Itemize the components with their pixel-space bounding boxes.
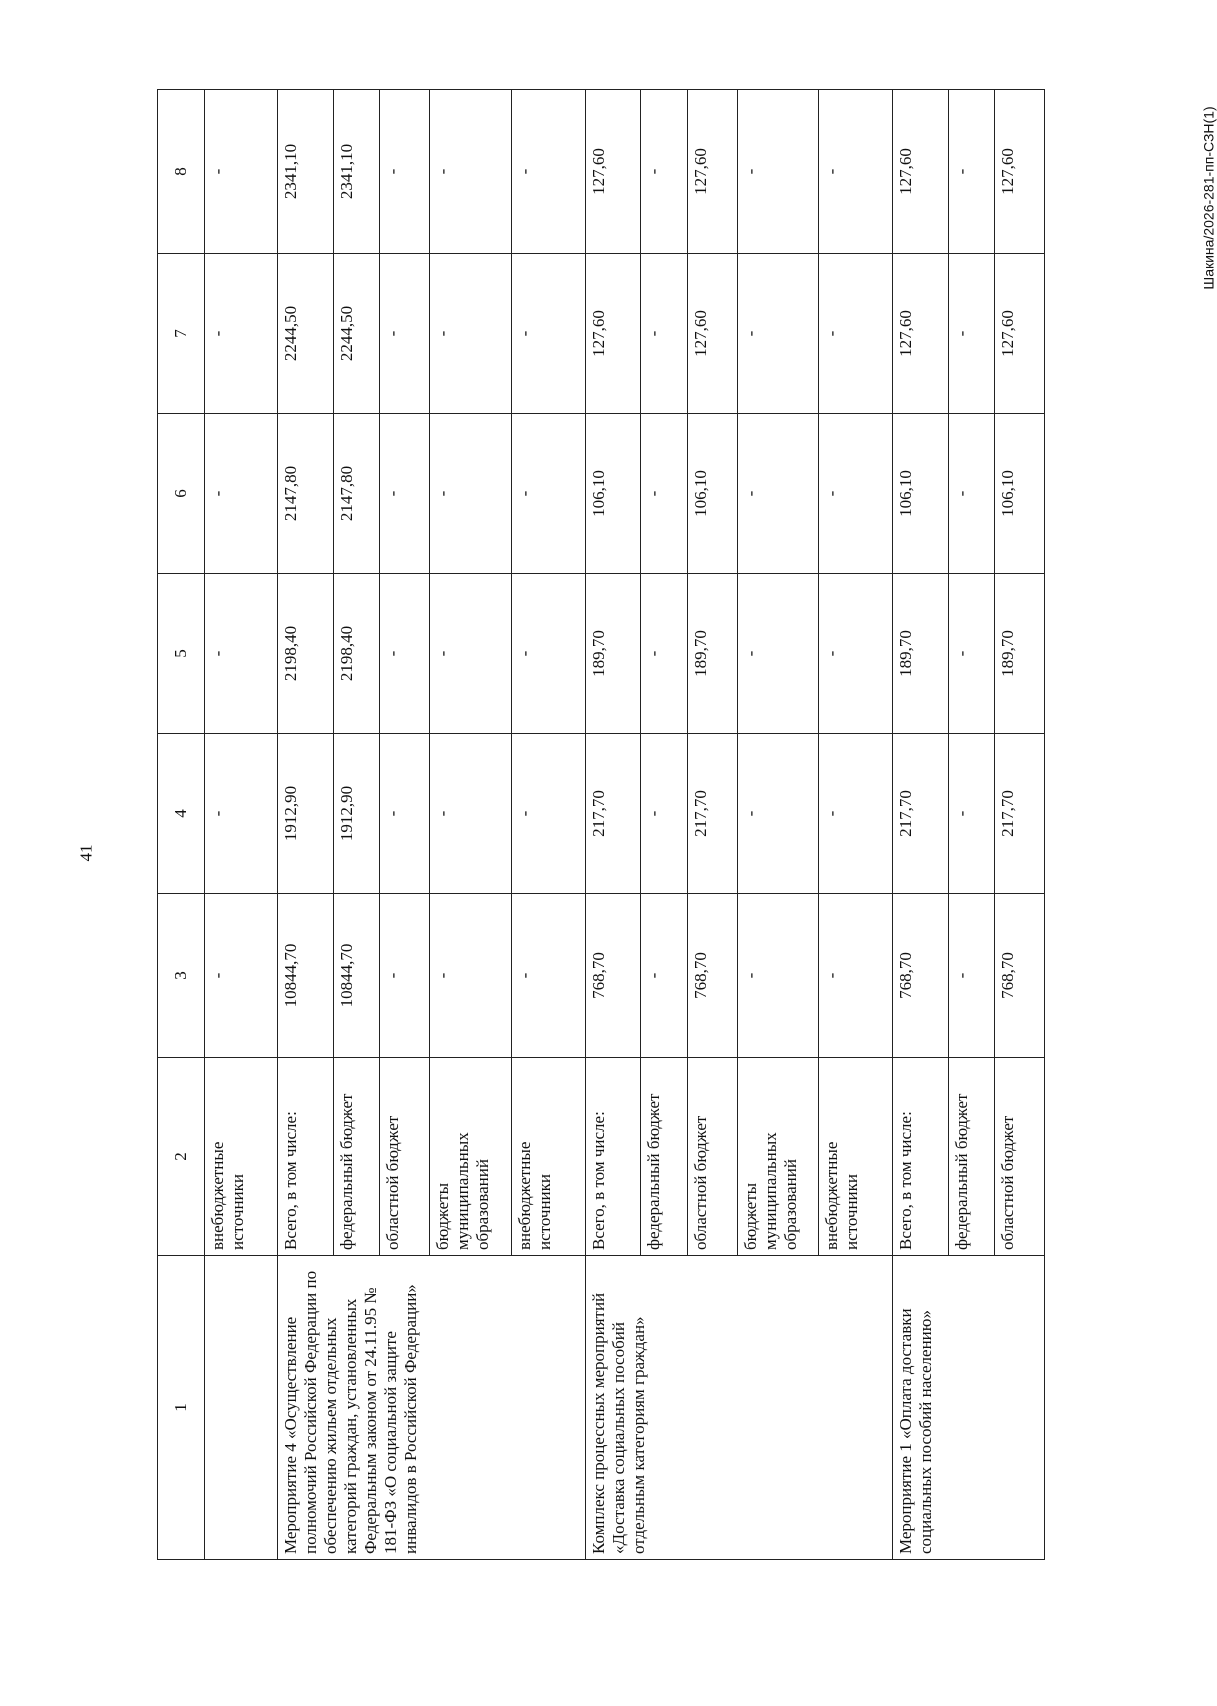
value-cell: 189,70 bbox=[892, 574, 948, 734]
value-cell: 2341,10 bbox=[333, 90, 380, 254]
column-header: 5 bbox=[158, 574, 205, 734]
value-cell: 127,60 bbox=[892, 90, 948, 254]
value-cell: 106,10 bbox=[892, 414, 948, 574]
funding-source-cell: Всего, в том числе: bbox=[892, 1058, 948, 1256]
value-cell: - bbox=[737, 574, 819, 734]
value-cell: 768,70 bbox=[687, 894, 737, 1058]
value-cell: - bbox=[737, 734, 819, 894]
value-cell: 106,10 bbox=[585, 414, 641, 574]
value-cell: 106,10 bbox=[995, 414, 1045, 574]
value-cell: 189,70 bbox=[995, 574, 1045, 734]
funding-source-cell: федеральный бюджет bbox=[641, 1058, 688, 1256]
value-cell: - bbox=[511, 90, 585, 254]
value-cell: 768,70 bbox=[892, 894, 948, 1058]
value-cell: 127,60 bbox=[585, 254, 641, 414]
value-cell: - bbox=[380, 574, 430, 734]
value-cell: 768,70 bbox=[995, 894, 1045, 1058]
column-header: 8 bbox=[158, 90, 205, 254]
value-cell: - bbox=[948, 574, 995, 734]
value-cell: - bbox=[430, 734, 512, 894]
funding-source-cell: Всего, в том числе: bbox=[585, 1058, 641, 1256]
activity-name-cell: Мероприятие 4 «Осуществление полномочий Российской Федерации по обеспечению жильем отдельных категорий граждан, установленных Федеральным законом от 24.11.95 № 181-ФЗ «О социальной защите инвалидов в Российской Федерации» bbox=[278, 1256, 585, 1560]
funding-source-cell: областной бюджет bbox=[995, 1058, 1045, 1256]
column-header: 3 bbox=[158, 894, 205, 1058]
funding-source-cell: областной бюджет bbox=[380, 1058, 430, 1256]
value-cell: - bbox=[819, 414, 893, 574]
value-cell: - bbox=[430, 414, 512, 574]
table-row bbox=[278, 90, 334, 1560]
funding-source-cell: бюджеты муниципальных образований bbox=[430, 1058, 512, 1256]
column-header: 4 bbox=[158, 734, 205, 894]
activity-name-cell: Комплекс процессных мероприятий «Доставка социальных пособий отдельным категориям граждан» bbox=[585, 1256, 892, 1560]
value-cell: - bbox=[948, 90, 995, 254]
value-cell: - bbox=[430, 894, 512, 1058]
value-cell: 127,60 bbox=[687, 90, 737, 254]
column-header: 2 bbox=[158, 1058, 205, 1256]
activity-name-cell: Мероприятие 1 «Оплата доставки социальных пособий населению» bbox=[892, 1256, 1044, 1560]
value-cell: 106,10 bbox=[687, 414, 737, 574]
header-row bbox=[158, 90, 205, 1560]
funding-source-cell: внебюджетные источники bbox=[511, 1058, 585, 1256]
value-cell: - bbox=[737, 90, 819, 254]
value-cell: 1912,90 bbox=[278, 734, 334, 894]
value-cell: 217,70 bbox=[585, 734, 641, 894]
value-cell: - bbox=[819, 90, 893, 254]
value-cell: - bbox=[204, 254, 278, 414]
value-cell: - bbox=[204, 90, 278, 254]
value-cell: - bbox=[641, 894, 688, 1058]
value-cell: - bbox=[380, 734, 430, 894]
value-cell: 2147,80 bbox=[278, 414, 334, 574]
value-cell: - bbox=[511, 734, 585, 894]
value-cell: 127,60 bbox=[892, 254, 948, 414]
activity-name-cell bbox=[204, 1256, 278, 1560]
value-cell: - bbox=[948, 894, 995, 1058]
value-cell: 127,60 bbox=[995, 90, 1045, 254]
funding-source-cell: бюджеты муниципальных образований bbox=[737, 1058, 819, 1256]
funding-source-cell: внебюджетные источники bbox=[819, 1058, 893, 1256]
rotated-table-wrapper bbox=[157, 90, 1045, 1560]
value-cell: 2147,80 bbox=[333, 414, 380, 574]
value-cell: - bbox=[511, 414, 585, 574]
table-row bbox=[204, 90, 278, 1560]
column-header: 7 bbox=[158, 254, 205, 414]
value-cell: - bbox=[737, 254, 819, 414]
value-cell: 10844,70 bbox=[333, 894, 380, 1058]
value-cell: - bbox=[641, 90, 688, 254]
value-cell: - bbox=[948, 414, 995, 574]
value-cell: 217,70 bbox=[687, 734, 737, 894]
value-cell: - bbox=[737, 414, 819, 574]
value-cell: - bbox=[380, 90, 430, 254]
value-cell: 2244,50 bbox=[333, 254, 380, 414]
value-cell: - bbox=[641, 254, 688, 414]
value-cell: - bbox=[737, 894, 819, 1058]
value-cell: 768,70 bbox=[585, 894, 641, 1058]
budget-table bbox=[157, 89, 1045, 1560]
value-cell: 189,70 bbox=[585, 574, 641, 734]
value-cell: 2198,40 bbox=[333, 574, 380, 734]
value-cell: - bbox=[819, 574, 893, 734]
value-cell: 2198,40 bbox=[278, 574, 334, 734]
funding-source-cell: областной бюджет bbox=[687, 1058, 737, 1256]
column-header: 1 bbox=[158, 1256, 205, 1560]
value-cell: 2341,10 bbox=[278, 90, 334, 254]
value-cell: 217,70 bbox=[892, 734, 948, 894]
value-cell: - bbox=[380, 254, 430, 414]
funding-source-cell: федеральный бюджет bbox=[948, 1058, 995, 1256]
value-cell: - bbox=[430, 254, 512, 414]
table-body bbox=[158, 90, 1045, 1560]
value-cell: - bbox=[819, 254, 893, 414]
value-cell: - bbox=[430, 90, 512, 254]
funding-source-cell: внебюджетные источники bbox=[204, 1058, 278, 1256]
table-row bbox=[892, 90, 948, 1560]
value-cell: 189,70 bbox=[687, 574, 737, 734]
funding-source-cell: федеральный бюджет bbox=[333, 1058, 380, 1256]
value-cell: - bbox=[641, 414, 688, 574]
value-cell: 1912,90 bbox=[333, 734, 380, 894]
value-cell: - bbox=[204, 734, 278, 894]
value-cell: - bbox=[641, 734, 688, 894]
value-cell: - bbox=[204, 574, 278, 734]
value-cell: 127,60 bbox=[995, 254, 1045, 414]
funding-source-cell: Всего, в том числе: bbox=[278, 1058, 334, 1256]
value-cell: - bbox=[204, 414, 278, 574]
value-cell: 127,60 bbox=[687, 254, 737, 414]
value-cell: - bbox=[380, 414, 430, 574]
value-cell: 10844,70 bbox=[278, 894, 334, 1058]
value-cell: - bbox=[511, 574, 585, 734]
value-cell: - bbox=[511, 254, 585, 414]
value-cell: - bbox=[380, 894, 430, 1058]
value-cell: - bbox=[819, 734, 893, 894]
column-header: 6 bbox=[158, 414, 205, 574]
document-code: Шакина/2026-281-пп-СЗН(1) bbox=[1200, 106, 1217, 290]
value-cell: - bbox=[641, 574, 688, 734]
table-row bbox=[585, 90, 641, 1560]
value-cell: - bbox=[430, 574, 512, 734]
value-cell: - bbox=[511, 894, 585, 1058]
value-cell: 127,60 bbox=[585, 90, 641, 254]
value-cell: - bbox=[948, 734, 995, 894]
value-cell: 2244,50 bbox=[278, 254, 334, 414]
value-cell: - bbox=[819, 894, 893, 1058]
value-cell: - bbox=[204, 894, 278, 1058]
value-cell: - bbox=[948, 254, 995, 414]
page-number: 41 bbox=[76, 844, 96, 862]
value-cell: 217,70 bbox=[995, 734, 1045, 894]
